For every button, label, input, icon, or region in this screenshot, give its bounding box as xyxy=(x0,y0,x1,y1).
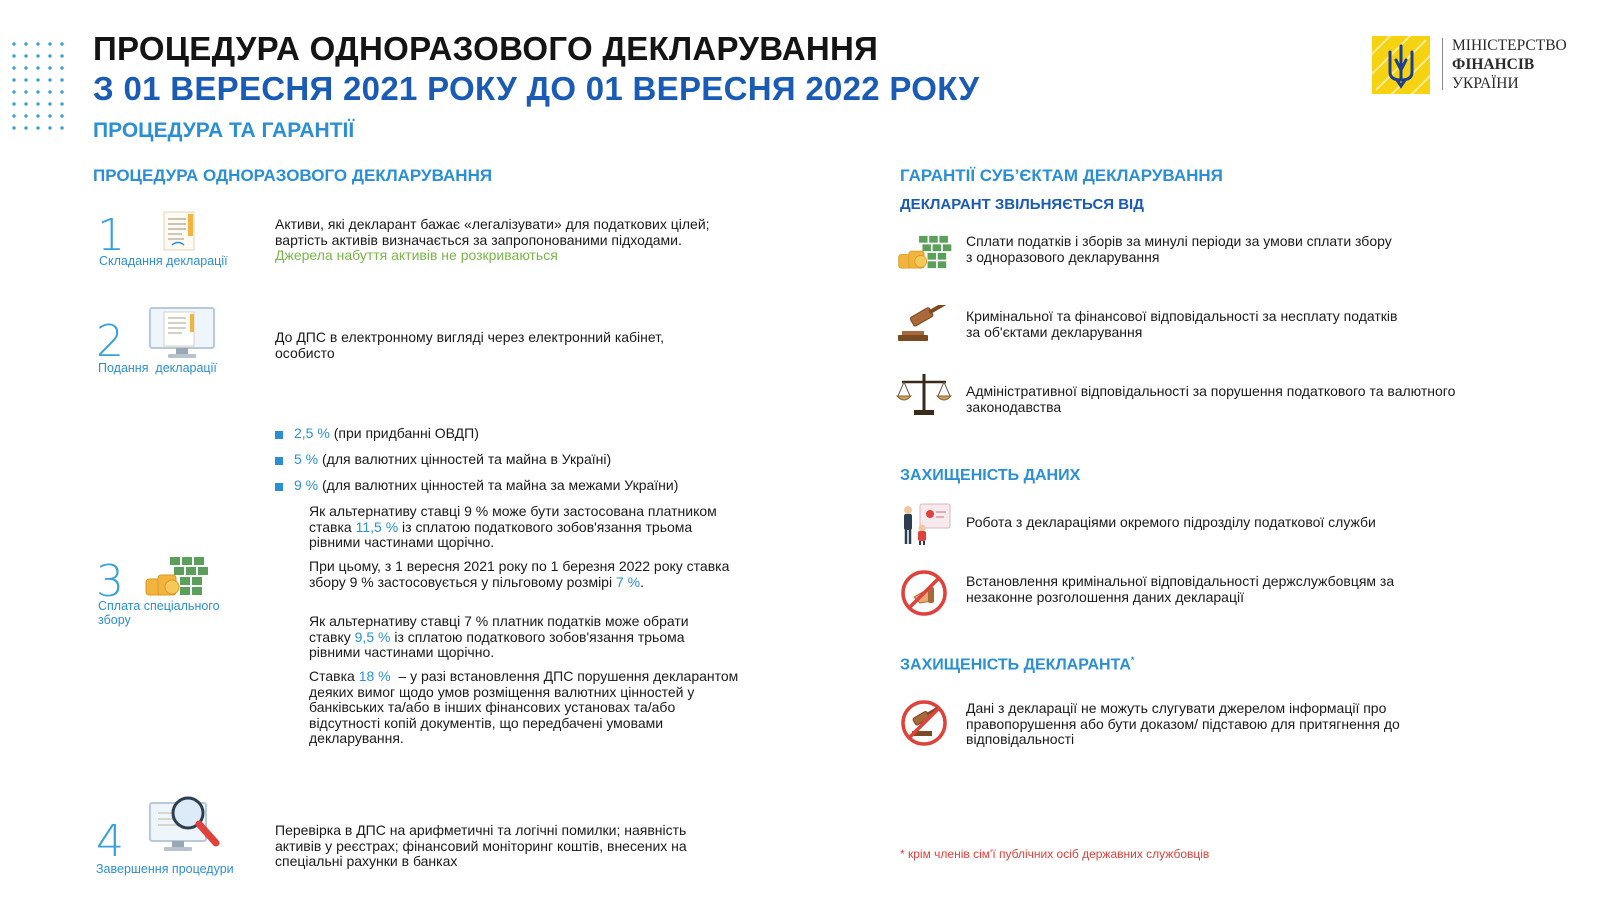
step4-line2: активів у реєстрах; фінансовий моніторинг коштів, внесених на xyxy=(275,837,687,854)
guarantee-item-3 xyxy=(966,384,1566,415)
para3-rate: 9,5 % xyxy=(354,628,391,645)
para3-line2 xyxy=(309,630,809,646)
asterisk: * xyxy=(1130,655,1135,665)
step4-line3: спеціальні рахунки в банках xyxy=(275,853,458,869)
para1-rate: 11,5 % xyxy=(355,518,399,535)
para1-line2 xyxy=(309,520,809,536)
para4-rate: 18 % xyxy=(358,668,391,684)
decorative-dots xyxy=(8,38,68,138)
computer-document-icon xyxy=(148,306,216,365)
declarant-protection-line2: правопорушення або бути доказом/ підставою для притягнення до xyxy=(966,715,1400,732)
step1-line1: Активи, які декларант бажає «легалізувати» для податкових цілей; xyxy=(275,216,710,232)
declarant-protection-line3: відповідальності xyxy=(966,731,1075,747)
step1-number: 1 xyxy=(97,210,125,261)
step1-text xyxy=(275,217,815,264)
rate-value: 9 % xyxy=(294,477,319,493)
step2-number: 2 xyxy=(96,316,124,367)
declarant-protection-heading xyxy=(900,655,1134,674)
guarantee-1-line2: з одноразового декларування xyxy=(966,248,1160,265)
rate-paragraph-3 xyxy=(309,614,809,661)
para4-line1 xyxy=(309,669,809,685)
scales-icon xyxy=(896,372,956,416)
rate-paragraph-1 xyxy=(309,504,809,551)
step3-label-line2: збору xyxy=(98,613,131,627)
step2-line2: особисто xyxy=(275,344,335,361)
page-subtitle: ПРОЦЕДУРА ТА ГАРАНТІЇ xyxy=(93,119,355,142)
para4-line2: деяких вимог щодо умов розміщення валютних цінностей у xyxy=(309,683,695,700)
para4-text: Ставка xyxy=(309,668,359,684)
step3-number: 3 xyxy=(96,556,124,607)
step2-text xyxy=(275,330,815,361)
declarant-protection-title: ЗАХИЩЕНІСТЬ ДЕКЛАРАНТА xyxy=(900,656,1131,674)
para3-text: із сплатою податкового зобов'язання трьома xyxy=(390,628,685,645)
step1-line2: вартість активів визначається за запропонованими підходами. xyxy=(275,231,682,248)
people-icon xyxy=(898,498,958,542)
step1-label: Складання декларації xyxy=(99,254,228,268)
no-gavel-icon xyxy=(900,699,960,743)
guarantee-1-line1: Сплати податків і зборів за минулі періоди за умови сплати збору xyxy=(966,233,1392,249)
data-protection-item-2 xyxy=(966,574,1566,605)
page-title-line1: ПРОЦЕДУРА ОДНОРАЗОВОГО ДЕКЛАРУВАННЯ xyxy=(93,30,879,67)
document-icon xyxy=(158,210,202,259)
bullet-marker xyxy=(275,483,283,491)
para3-line1: Як альтернативу ставці 7 % платник податків може обрати xyxy=(309,613,689,629)
guarantee-3-line2: законодавства xyxy=(966,398,1062,415)
logo-line2: ФІНАНСІВ xyxy=(1452,56,1535,73)
para2-rate: 7 % xyxy=(615,573,641,590)
step2-line1: До ДПС в електронному вигляді через електронний кабінет, xyxy=(275,329,664,345)
rate-value: 5 % xyxy=(294,451,319,467)
guarantee-item-1 xyxy=(966,234,1566,265)
para4-line4: відсутності копій документів, що передбачені умовами xyxy=(309,714,664,731)
para1-line1: Як альтернативу ставці 9 % може бути застосована платником xyxy=(309,503,717,519)
para4-line3: банківських та/або в інших фінансових установах та/або xyxy=(309,699,676,715)
step4-label: Завершення процедури xyxy=(96,862,234,876)
para1-line3: рівними частинами щорічно. xyxy=(309,534,495,550)
declarant-protection-item xyxy=(966,701,1566,748)
ministry-logo xyxy=(1372,36,1577,96)
logo-line3: УКРАЇНИ xyxy=(1452,75,1519,92)
rate-value: 2,5 % xyxy=(294,425,330,441)
rate-description: (для валютних цінностей та майна в Україні) xyxy=(318,451,612,467)
rate-description: (для валютних цінностей та майна за межами України) xyxy=(318,477,679,493)
rate-description: (при придбанні ОВДП) xyxy=(329,425,479,441)
guarantee-3-line1: Адміністративної відповідальності за порушення податкового та валютного xyxy=(966,383,1456,399)
magnifier-computer-icon xyxy=(148,793,224,862)
guarantees-heading: ГАРАНТІЇ СУБ’ЄКТАМ ДЕКЛАРУВАННЯ xyxy=(900,166,1223,185)
para1-text: ставка xyxy=(309,518,356,535)
para3-text: ставку xyxy=(309,628,355,645)
page-title-line2: З 01 ВЕРЕСНЯ 2021 РОКУ ДО 01 ВЕРЕСНЯ 2022 РОКУ xyxy=(93,70,980,107)
rate-item-2 xyxy=(294,452,611,468)
step3-label-line1: Сплата спеціального xyxy=(98,599,220,613)
bullet-marker xyxy=(275,457,283,465)
guarantees-subheading: ДЕКЛАРАНТ ЗВІЛЬНЯЄТЬСЯ ВІД xyxy=(900,196,1144,213)
logo-line1: МІНІСТЕРСТВО xyxy=(1452,37,1567,54)
rate-item-3 xyxy=(294,478,678,494)
trident-emblem-icon xyxy=(1372,36,1430,94)
logo-text xyxy=(1452,36,1567,93)
para2-line2 xyxy=(309,575,809,591)
gavel-icon xyxy=(894,305,954,349)
money-icon xyxy=(144,555,210,602)
data-protection-item-1: Робота з деклараціями окремого підрозділу податкової служби xyxy=(966,514,1376,530)
rate-paragraph-2 xyxy=(309,559,809,590)
logo-divider xyxy=(1442,38,1443,90)
rate-paragraph-4 xyxy=(309,669,809,747)
para2-text: . xyxy=(640,573,644,590)
step1-line3: Джерела набуття активів не розкриваються xyxy=(275,247,558,263)
para4-text: – у разі встановлення ДПС порушення декларантом xyxy=(390,668,739,684)
guarantee-item-2 xyxy=(966,309,1566,340)
no-megaphone-icon xyxy=(900,569,960,613)
data-protection-heading: ЗАХИЩЕНІСТЬ ДАНИХ xyxy=(900,467,1081,484)
data-protection-2-line2: незаконне розголошення даних декларації xyxy=(966,588,1244,605)
step4-line1: Перевірка в ДПС на арифметичні та логічні помилки; наявність xyxy=(275,822,687,838)
para2-line1: При цьому, з 1 вересня 2021 року по 1 березня 2022 року ставка xyxy=(309,558,730,574)
procedure-heading: ПРОЦЕДУРА ОДНОРАЗОВОГО ДЕКЛАРУВАННЯ xyxy=(93,166,493,185)
guarantee-2-line1: Кримінальної та фінансової відповідальності за несплату податків xyxy=(966,308,1398,324)
bullet-marker xyxy=(275,431,283,439)
money-icon xyxy=(897,233,957,277)
rate-item-1 xyxy=(294,426,479,442)
para4-line5: декларування. xyxy=(309,730,404,746)
para2-text: збору 9 % застосовується у пільговому розмірі xyxy=(309,573,616,590)
data-protection-2-line1: Встановлення кримінальної відповідальності держслужбовцям за xyxy=(966,573,1395,589)
declarant-protection-line1: Дані з декларації не можуть слугувати джерелом інформації про xyxy=(966,700,1387,716)
para1-text: із сплатою податкового зобов'язання трьома xyxy=(398,518,693,535)
step3-label xyxy=(98,599,220,627)
step2-label: Подання декларації xyxy=(98,361,217,375)
guarantee-2-line2: за об'єктами декларування xyxy=(966,323,1143,340)
step4-text xyxy=(275,823,815,870)
step4-number: 4 xyxy=(96,816,124,867)
para3-line3: рівними частинами щорічно. xyxy=(309,644,495,660)
footnote: * крім членів сім'ї публічних осіб державних службовців xyxy=(900,847,1210,861)
